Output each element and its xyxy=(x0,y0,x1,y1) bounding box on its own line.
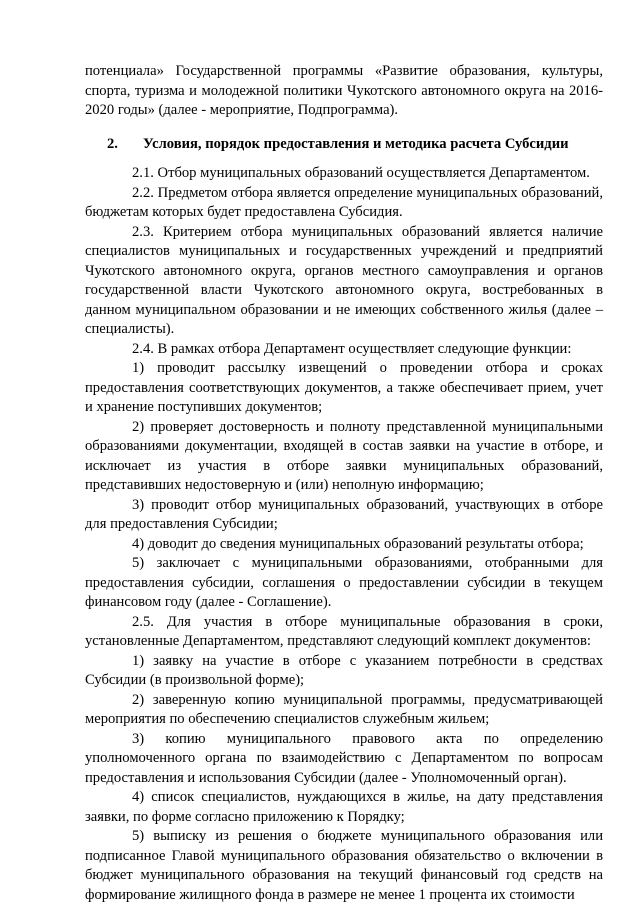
document-page xyxy=(85,62,603,905)
paragraph-2-3: 2.3. Критерием отбора муниципальных образований является наличие специалистов муниципальных и государственных учреждений и предприятий Чукотского автономного округа, органов местного самоуправления и органов государственной власти Чукотского автономного округа, востребованных в данном муниципальном образовании и не имеющих собственного жилья (далее – специалисты). xyxy=(85,223,603,337)
list-item-2-4-2: 2) проверяет достоверность и полноту представленной муниципальными образованиями документации, входящей в состав заявки на участие в отборе, и исключает из участия в отборе заявки муниципальных образований, представивших недостоверную и (или) неполную информацию; xyxy=(85,418,603,493)
section-title: Условия, порядок предоставления и методика расчета Субсидии xyxy=(143,135,569,152)
paragraph-2-5: 2.5. Для участия в отборе муниципальные образования в сроки, установленные Департаментом, представляют следующий комплект документов: xyxy=(85,613,603,649)
section-heading xyxy=(85,135,603,155)
list-item-2-4-1: 1) проводит рассылку извещений о проведении отбора и сроках предоставления соответствующих документов, а также обеспечивает прием, учет и хранение поступивших документов; xyxy=(85,360,603,415)
list-item-2-5-5: 5) выписку из решения о бюджете муниципального образования или подписанное Главой муниципального образования обязательство о включении в бюджет муниципального образования на текущий финансовый год средств на формирование жилищного фонда в размере не менее 1 процента их стоимости xyxy=(85,828,603,903)
list-item-2-5-2: 2) заверенную копию муниципальной программы, предусматривающей мероприятия по обеспечению специалистов служебным жильем; xyxy=(85,691,603,727)
list-item-2-4-5: 5) заключает с муниципальными образованиями, отобранными для предоставления субсидии, соглашения о предоставлении субсидии в текущем финансовом году (далее - Соглашение). xyxy=(85,555,603,610)
paragraph-2-2: 2.2. Предметом отбора является определение муниципальных образований, бюджетам которых будет предоставлена Субсидия. xyxy=(85,184,603,220)
intro-paragraph: потенциала» Государственной программы «Развитие образования, культуры, спорта, туризма и молодежной политики Чукотского автономного округа на 2016-2020 годы» (далее - мероприятие, Подпрограмма). xyxy=(85,63,603,118)
list-item-2-4-4: 4) доводит до сведения муниципальных образований результаты отбора; xyxy=(132,535,584,552)
section-number: 2. xyxy=(107,135,118,152)
paragraph-2-1: 2.1. Отбор муниципальных образований осуществляется Департаментом. xyxy=(132,165,590,181)
list-item-2-4-3: 3) проводит отбор муниципальных образований, участвующих в отборе для предоставления Субсидии; xyxy=(85,496,603,532)
list-item-2-5-1: 1) заявку на участие в отборе с указанием потребности в средствах Субсидии (в произвольной форме); xyxy=(85,652,603,688)
paragraph-2-4: 2.4. В рамках отбора Департамент осуществляет следующие функции: xyxy=(132,340,572,357)
list-item-2-5-3: 3) копию муниципального правового акта по определению уполномоченного органа по взаимодействию с Департаментом по вопросам предоставления и использования Субсидии (далее - Уполномоченный орган). xyxy=(85,730,603,786)
list-item-2-5-4: 4) список специалистов, нуждающихся в жилье, на дату представления заявки, по форме согласно приложению к Порядку; xyxy=(85,789,603,825)
